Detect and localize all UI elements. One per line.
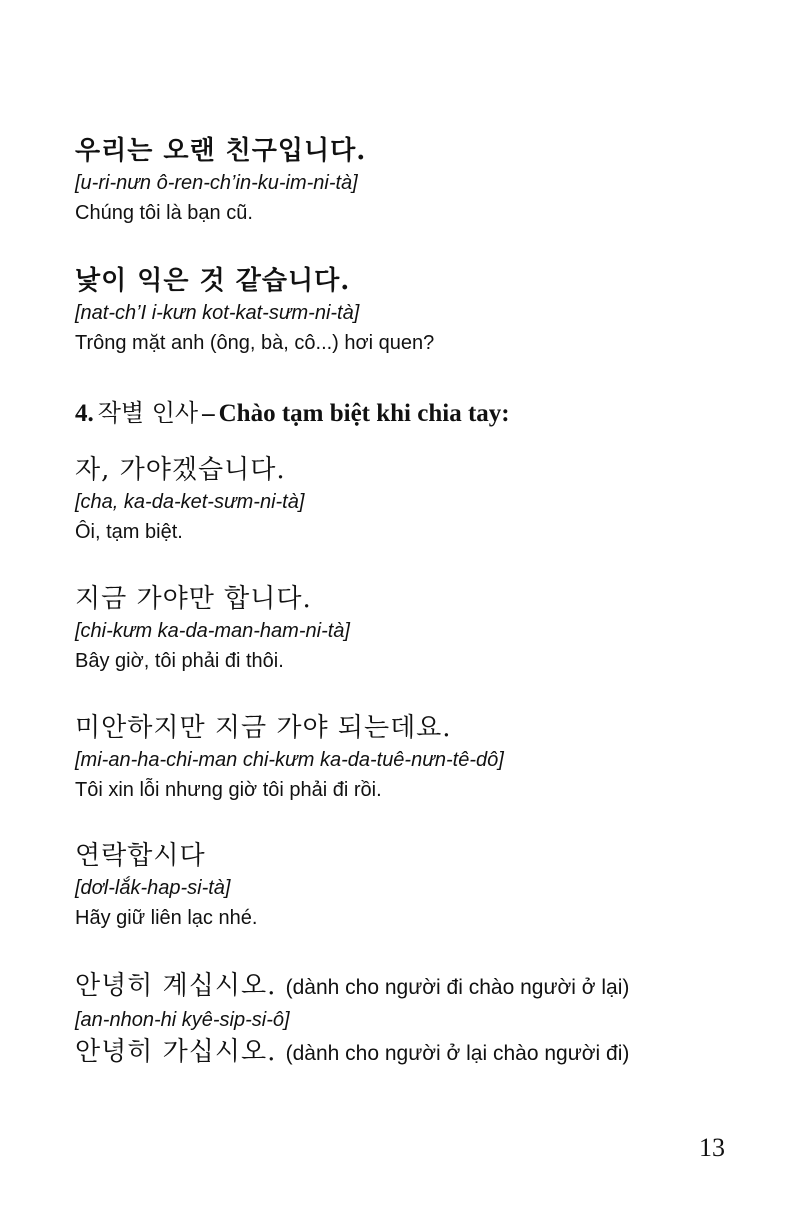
vietnamese-translation: Bây giờ, tôi phải đi thôi. [75, 650, 284, 672]
romanization: [dơl-lắk-hap-si-tà] [75, 877, 231, 899]
phrase-entry [75, 711, 755, 805]
section-separator: – [202, 400, 215, 427]
phrase-entry [75, 264, 755, 358]
korean-phrase: 안녕히 계십시오. [75, 971, 277, 1001]
section-korean-title: 작별 인사 [97, 399, 199, 427]
phrase-entry [75, 453, 755, 547]
korean-phrase: 낯이 익은 것 같습니다. [75, 266, 351, 296]
korean-phrase: 연락합시다 [75, 841, 206, 871]
phrase-entry [75, 134, 755, 228]
vietnamese-translation: Ôi, tạm biệt. [75, 521, 183, 543]
phrase-entry [75, 969, 755, 1071]
vietnamese-translation: Trông mặt anh (ông, bà, cô...) hơi quen? [75, 332, 435, 354]
romanization: [mi-an-ha-chi-man chi-kưm ka-da-tuê-nưn-tê-dô] [75, 749, 504, 771]
section-heading [75, 393, 510, 428]
vietnamese-translation: Hãy giữ liên lạc nhé. [75, 907, 258, 929]
vietnamese-translation: Tôi xin lỗi nhưng giờ tôi phải đi rồi. [75, 779, 382, 801]
page-number: 13 [699, 1133, 725, 1162]
romanization: [nat-ch’I i-kưn kot-kat-sưm-ni-tà] [75, 302, 360, 324]
romanization: [cha, ka-da-ket-sưm-ni-tà] [75, 491, 305, 513]
korean-phrase: 지금 가야만 합니다. [75, 584, 312, 614]
romanization: [chi-kưm ka-da-man-ham-ni-tà] [75, 620, 350, 642]
korean-phrase: 자, 가야겠습니다. [75, 455, 286, 485]
korean-phrase: 안녕히 가십시오. [75, 1037, 277, 1067]
korean-phrase: 우리는 오랜 친구입니다. [75, 136, 367, 166]
korean-phrase-with-note [75, 1035, 755, 1071]
romanization: [u-ri-nưn ô-ren-ch’in-ku-im-ni-tà] [75, 172, 358, 194]
phrase-entry [75, 582, 755, 676]
phrase-entry [75, 839, 755, 933]
section-vietnamese-title: Chào tạm biệt khi chia tay: [218, 400, 510, 427]
section-number: 4. [75, 400, 94, 427]
vietnamese-translation: Chúng tôi là bạn cũ. [75, 202, 253, 224]
usage-note: (dành cho người ở lại chào người đi) [285, 1042, 630, 1065]
korean-phrase: 미안하지만 지금 가야 되는데요. [75, 713, 452, 743]
korean-phrase-with-note [75, 969, 755, 1005]
romanization: [an-nhon-hi kyê-sip-si-ô] [75, 1009, 290, 1031]
usage-note: (dành cho người đi chào người ở lại) [285, 976, 630, 999]
